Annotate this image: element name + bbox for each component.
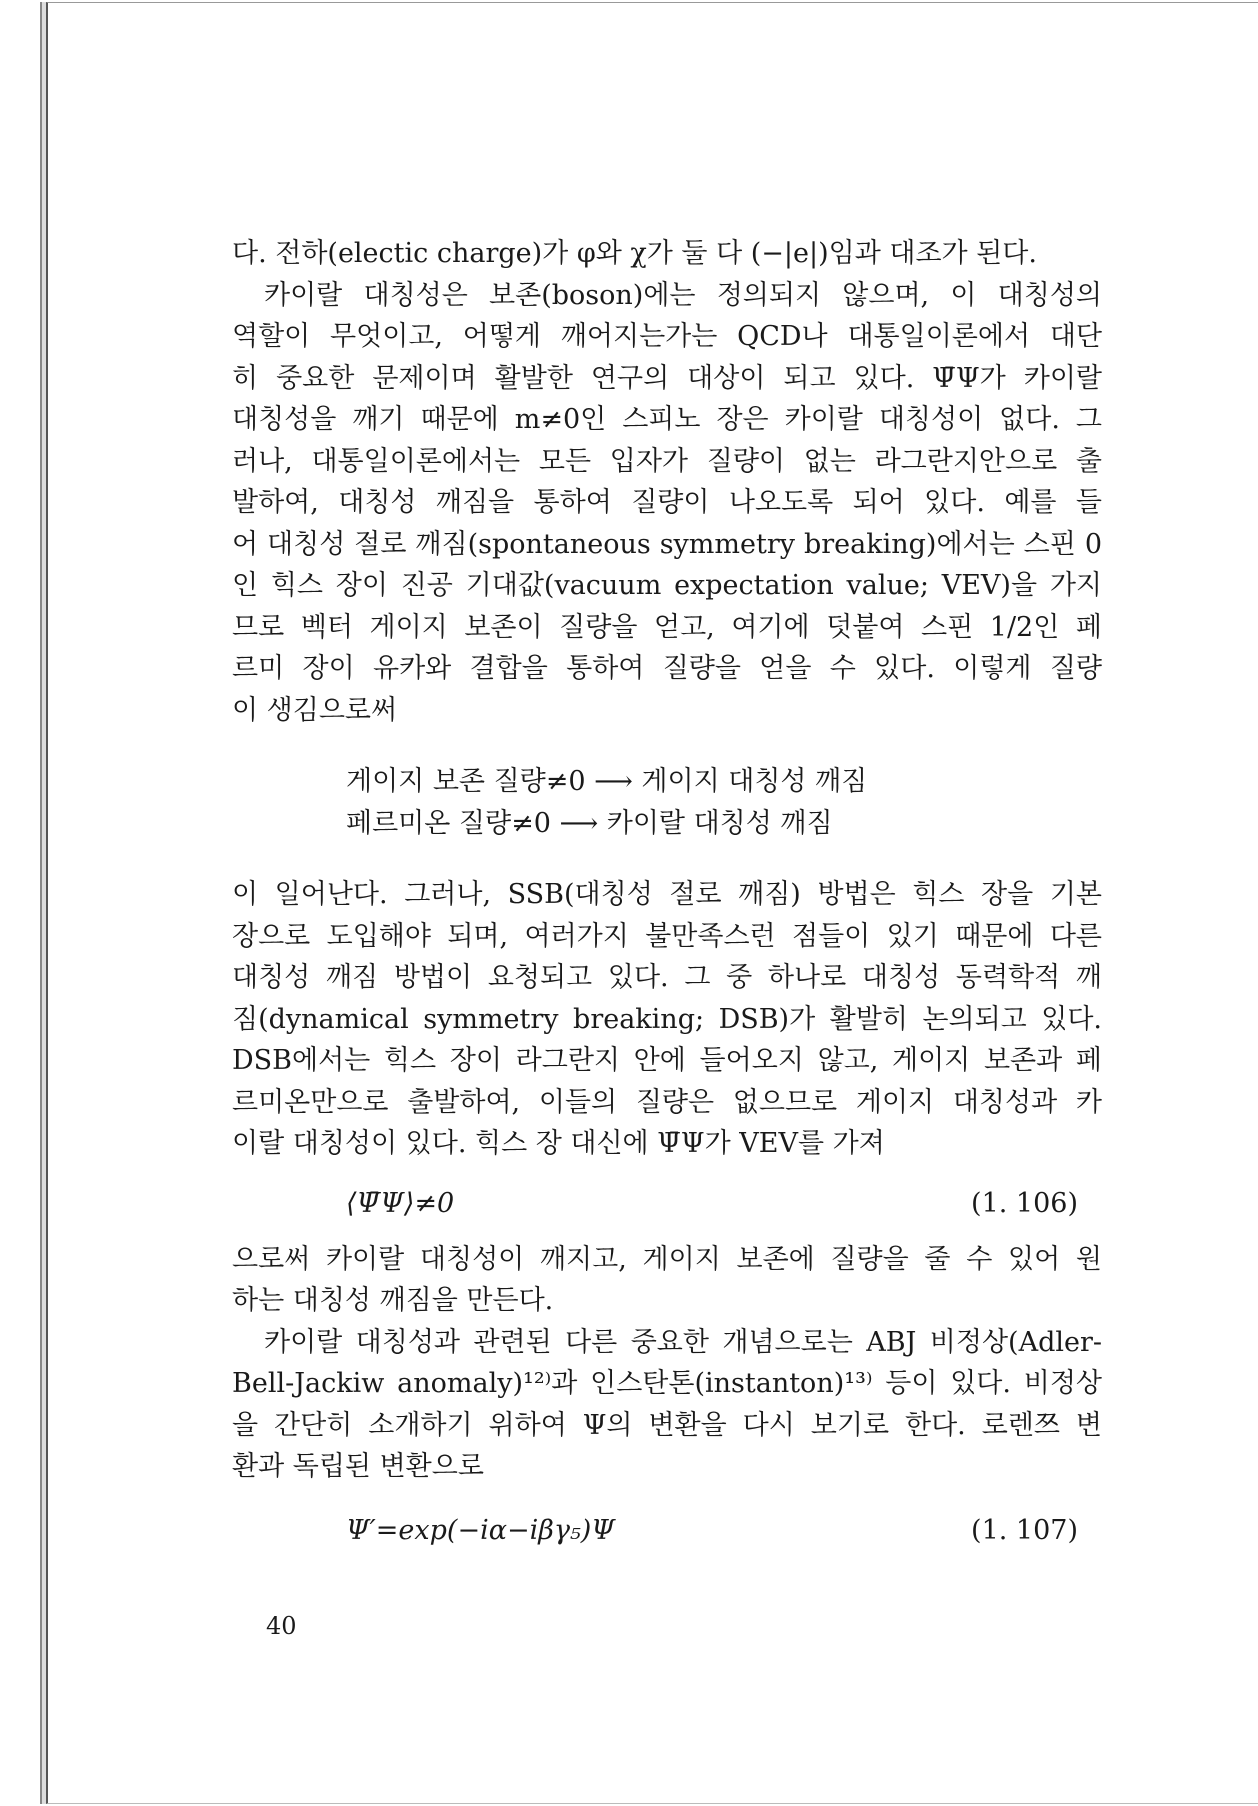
equation-expression: ⟨Ψ̄Ψ⟩≠0 [346,1187,455,1219]
text-line: 히 중요한 문제이며 활발한 연구의 대상이 되고 있다. Ψ̄Ψ가 카이랄 [232,362,1102,394]
equation-1-107 [232,1510,1102,1552]
page-body [232,233,1102,1552]
text-line: 므로 벡터 게이지 보존이 질량을 얻고, 여기에 덧붙여 스핀 1/2인 페 [232,611,1102,643]
text-line: 르미온만으로 출발하여, 이들의 질량은 없으므로 게이지 대칭성과 카 [232,1086,1102,1118]
implication-chain-fermion: 페르미온 질량≠0 ⟶ 카이랄 대칭성 깨짐 [346,807,833,839]
page-number: 40 [266,1612,297,1640]
text-line: DSB에서는 힉스 장이 라그란지 안에 들어오지 않고, 게이지 보존과 페 [232,1045,1102,1076]
text-line: 이 일어난다. 그러나, SSB(대칭성 절로 깨짐) 방법은 힉스 장을 기본 [232,879,1102,910]
text-line: 역할이 무엇이고, 어떻게 깨어지는가는 QCD나 대통일이론에서 대단 [232,321,1102,352]
equation-number: (1. 106) [971,1187,1078,1219]
text-line: 다. 전하(electic charge)가 φ와 χ가 둘 다 (−|e|)임과 대조가 된다. [232,238,1037,269]
text-line: 이 생김으로써 [232,694,398,726]
text-line: 발하여, 대칭성 깨짐을 통하여 질량이 나오도록 되어 있다. 예를 들 [232,487,1102,518]
text-line: 장으로 도입해야 되며, 여러가지 불만족스런 점들이 있기 때문에 다른 [232,920,1102,952]
text-line: 짐(dynamical symmetry breaking; DSB)가 활발히 논의되고 있다. [232,1003,1102,1035]
text-line: 으로써 카이랄 대칭성이 깨지고, 게이지 보존에 질량을 줄 수 있어 원 [232,1243,1102,1275]
text-line: 카이랄 대칭성과 관련된 다른 중요한 개념으로는 ABJ 비정상(Adler- [264,1326,1102,1358]
text-line: 하는 대칭성 깨짐을 만든다. [232,1285,554,1316]
text-line: 대칭성 깨짐 방법이 요청되고 있다. 그 중 하나로 대칭성 동력학적 깨 [232,962,1102,993]
implication-chain-gauge: 게이지 보존 질량≠0 ⟶ 게이지 대칭성 깨짐 [346,766,868,797]
text-line: 환과 독립된 변환으로 [232,1451,484,1482]
equation-expression: Ψ′=exp(−iα−iβγ₅)Ψ [346,1514,615,1546]
text-line: 르미 장이 유카와 결합을 통하여 질량을 얻을 수 있다. 이렇게 질량 [232,653,1102,684]
text-line: 을 간단히 소개하기 위하여 Ψ의 변환을 다시 보기로 한다. 로렌쯔 변 [232,1409,1102,1441]
text-line: Bell-Jackiw anomaly)¹²⁾과 인스탄톤(instanton)¹³⁾ 등이 있다. 비정상 [232,1368,1102,1399]
text-line: 대칭성을 깨기 때문에 m≠0인 스피노 장은 카이랄 대칭성이 없다. 그 [232,404,1102,435]
text-line: 카이랄 대칭성은 보존(boson)에는 정의되지 않으며, 이 대칭성의 [264,279,1102,311]
equation-number: (1. 107) [971,1514,1078,1546]
text-line: 러나, 대통일이론에서는 모든 입자가 질량이 없는 라그란지안으로 출 [232,445,1102,477]
equation-1-106 [232,1183,1102,1225]
text-line: 인 힉스 장이 진공 기대값(vacuum expectation value; VEV)을 가지 [232,570,1102,601]
text-line: 이랄 대칭성이 있다. 힉스 장 대신에 Ψ̄Ψ가 VEV를 가져 [232,1128,885,1159]
text-line: 어 대칭성 절로 깨짐(spontaneous symmetry breaking)에서는 스핀 0 [232,528,1102,560]
